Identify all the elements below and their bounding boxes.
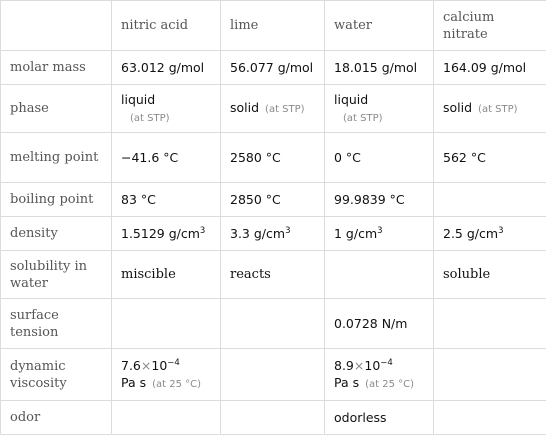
row-label-odor: odor — [1, 401, 112, 435]
cell-solubility-nitric-acid: miscible — [112, 251, 221, 299]
phase-condition: (at STP) — [265, 104, 305, 115]
density-exponent: 3 — [377, 226, 382, 236]
cell-surface-tension-nitric-acid — [112, 299, 221, 349]
cell-phase-lime — [221, 85, 325, 133]
density-value: 1.5129 g/cm — [121, 226, 200, 241]
density-value: 1 g/cm — [334, 226, 377, 241]
row-dynamic-viscosity — [1, 349, 546, 401]
cell-melting-point-calcium-nitrate: 562 °C — [434, 133, 546, 183]
viscosity-condition: (at 25 °C) — [365, 379, 414, 390]
cell-solubility-lime: reacts — [221, 251, 325, 299]
column-header-calcium-nitrate: calcium nitrate — [434, 1, 546, 51]
cell-density-water — [325, 217, 434, 251]
phase-value: solid — [443, 100, 472, 115]
phase-condition: (at STP) — [334, 110, 424, 127]
density-exponent: 3 — [498, 226, 503, 236]
phase-value: liquid — [121, 92, 155, 107]
density-value: 2.5 g/cm — [443, 226, 498, 241]
cell-surface-tension-lime — [221, 299, 325, 349]
phase-value: solid — [230, 100, 259, 115]
row-phase — [1, 85, 546, 133]
cell-viscosity-water — [325, 349, 434, 401]
column-header-nitric-acid: nitric acid — [112, 1, 221, 51]
cell-boiling-point-nitric-acid: 83 °C — [112, 183, 221, 217]
cell-viscosity-nitric-acid — [112, 349, 221, 401]
row-odor — [1, 401, 546, 435]
viscosity-unit: Pa s (at 25 °C) — [121, 374, 211, 393]
cell-density-calcium-nitrate — [434, 217, 546, 251]
density-exponent: 3 — [285, 226, 290, 236]
row-surface-tension — [1, 299, 546, 349]
cell-solubility-calcium-nitrate: soluble — [434, 251, 546, 299]
cell-boiling-point-lime: 2850 °C — [221, 183, 325, 217]
row-label-solubility: solubility in water — [1, 251, 112, 299]
cell-boiling-point-water: 99.9839 °C — [325, 183, 434, 217]
viscosity-value: $7.6\times 10^{-4}$ — [121, 357, 211, 374]
cell-melting-point-lime: 2580 °C — [221, 133, 325, 183]
row-label-boiling-point: boiling point — [1, 183, 112, 217]
cell-phase-water — [325, 85, 434, 133]
cell-molar-mass-calcium-nitrate: 164.09 g/mol — [434, 51, 546, 85]
row-molar-mass — [1, 51, 546, 85]
cell-odor-nitric-acid — [112, 401, 221, 435]
phase-value: liquid — [334, 92, 368, 107]
row-label-dynamic-viscosity: dynamic viscosity — [1, 349, 112, 401]
cell-melting-point-nitric-acid: −41.6 °C — [112, 133, 221, 183]
header-row — [1, 1, 546, 51]
cell-viscosity-calcium-nitrate — [434, 349, 546, 401]
cell-molar-mass-water: 18.015 g/mol — [325, 51, 434, 85]
cell-odor-lime — [221, 401, 325, 435]
phase-condition: (at STP) — [121, 110, 211, 127]
row-melting-point — [1, 133, 546, 183]
row-label-surface-tension: surface tension — [1, 299, 112, 349]
viscosity-unit: Pa s (at 25 °C) — [334, 374, 424, 393]
viscosity-value: $8.9\times 10^{-4}$ — [334, 357, 424, 374]
row-boiling-point — [1, 183, 546, 217]
cell-molar-mass-nitric-acid: 63.012 g/mol — [112, 51, 221, 85]
cell-odor-water: odorless — [325, 401, 434, 435]
cell-density-lime — [221, 217, 325, 251]
density-exponent: 3 — [200, 226, 205, 236]
corner-cell — [1, 1, 112, 51]
cell-melting-point-water: 0 °C — [325, 133, 434, 183]
row-label-melting-point: melting point — [1, 133, 112, 183]
cell-viscosity-lime — [221, 349, 325, 401]
cell-phase-nitric-acid — [112, 85, 221, 133]
density-value: 3.3 g/cm — [230, 226, 285, 241]
column-header-lime: lime — [221, 1, 325, 51]
cell-solubility-water — [325, 251, 434, 299]
row-label-phase: phase — [1, 85, 112, 133]
cell-molar-mass-lime: 56.077 g/mol — [221, 51, 325, 85]
cell-surface-tension-calcium-nitrate — [434, 299, 546, 349]
viscosity-condition: (at 25 °C) — [152, 379, 201, 390]
phase-condition: (at STP) — [478, 104, 518, 115]
cell-phase-calcium-nitrate — [434, 85, 546, 133]
row-density — [1, 217, 546, 251]
cell-surface-tension-water: 0.0728 N/m — [325, 299, 434, 349]
row-label-density: density — [1, 217, 112, 251]
row-solubility — [1, 251, 546, 299]
row-label-molar-mass: molar mass — [1, 51, 112, 85]
column-header-water: water — [325, 1, 434, 51]
cell-odor-calcium-nitrate — [434, 401, 546, 435]
cell-boiling-point-calcium-nitrate — [434, 183, 546, 217]
cell-density-nitric-acid — [112, 217, 221, 251]
